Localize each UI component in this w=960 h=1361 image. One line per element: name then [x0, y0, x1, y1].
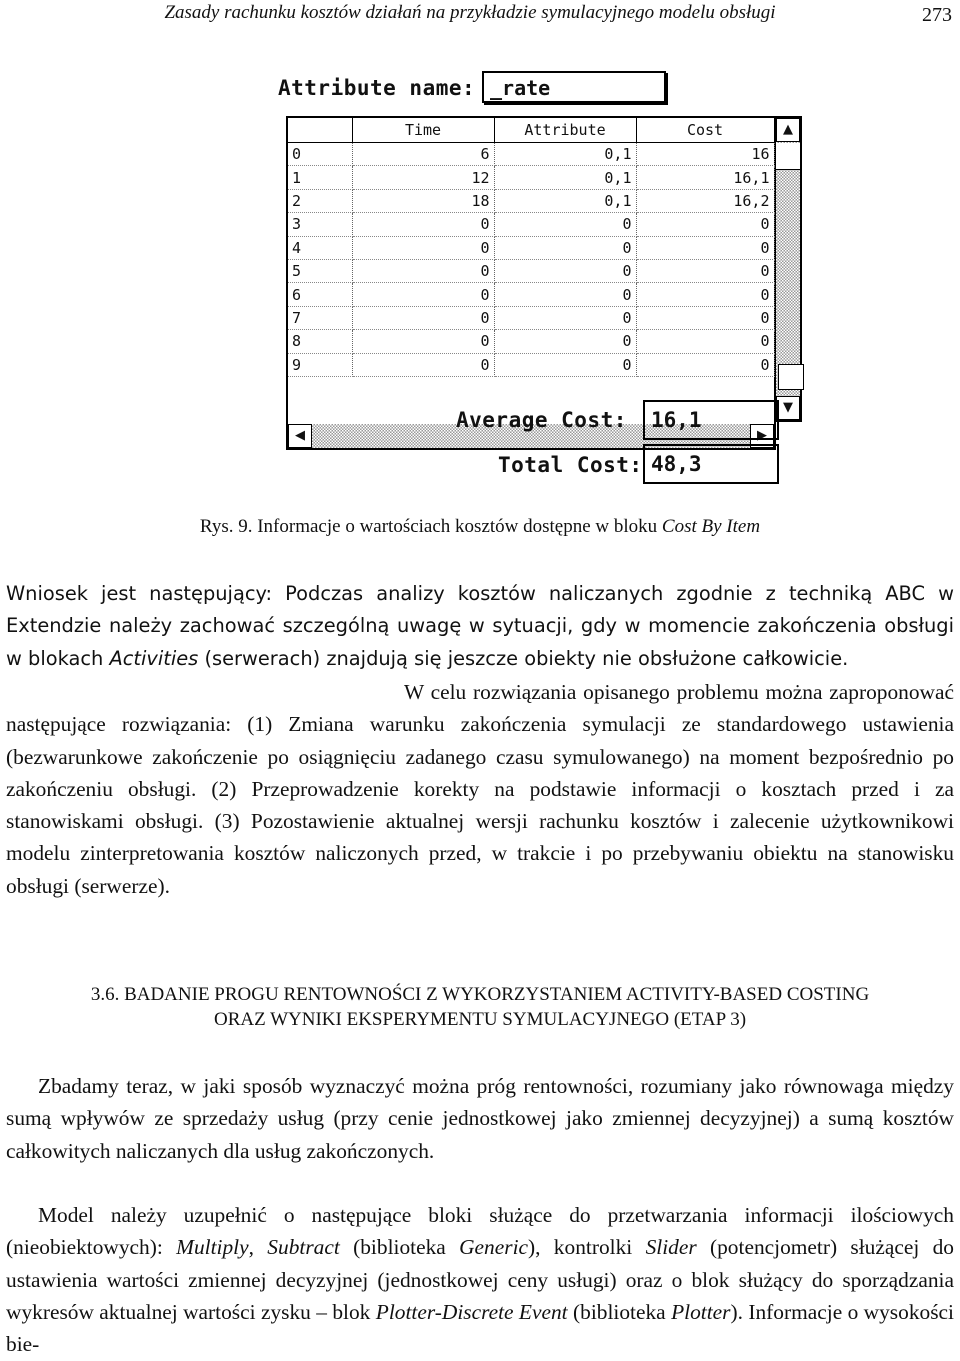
heading-line-2: ORAZ WYNIKI EKSPERYMENTU SYMULACYJNEGO (ETAP 3): [213, 1009, 747, 1030]
table-cell[interactable]: 6: [352, 143, 494, 166]
table-row: [288, 283, 774, 306]
para3-part-c: (biblioteka: [339, 1235, 460, 1260]
table-cell[interactable]: 18: [352, 189, 494, 212]
row-index-cell[interactable]: 9: [288, 353, 352, 376]
section-heading: [0, 982, 960, 1032]
table-header-row: [288, 118, 774, 143]
para3-italic-generic: Generic: [459, 1235, 529, 1260]
table-row: [288, 236, 774, 259]
scroll-thumb[interactable]: [776, 143, 800, 170]
table-cell[interactable]: 16: [636, 143, 774, 166]
table-cell[interactable]: 0,1: [494, 189, 636, 212]
table-cell[interactable]: 0: [352, 236, 494, 259]
table-cell[interactable]: 0,1: [494, 166, 636, 189]
scroll-left-arrow-icon[interactable]: ◀: [288, 424, 312, 448]
table-cell[interactable]: 0: [352, 306, 494, 329]
scrollbar-corner: [778, 364, 804, 390]
page-number: 273: [922, 4, 952, 26]
paragraph-conclusion-serif: [6, 676, 954, 902]
total-cost-field[interactable]: 48,3: [643, 444, 779, 484]
row-index-cell[interactable]: 6: [288, 283, 352, 306]
para1-italic-activities: Activities: [109, 646, 199, 670]
table-cell[interactable]: 0: [494, 259, 636, 282]
row-index-cell[interactable]: 2: [288, 189, 352, 212]
table-cell[interactable]: 0: [636, 330, 774, 353]
table-cell[interactable]: 0: [494, 236, 636, 259]
average-cost-field[interactable]: 16,1: [643, 400, 779, 440]
table-row: [288, 189, 774, 212]
row-index-cell[interactable]: 3: [288, 213, 352, 236]
para1-part-a: Wniosek jest następujący: Podczas analizy kosztów naliczanych zgodnie z techniką ABC w Extendzie należy zachować szczególną uwagę w sytuacji, gdy w momencie zakończenia obsługi w blokach: [6, 582, 954, 670]
table-row: [288, 330, 774, 353]
table-row: [288, 306, 774, 329]
para3-italic-multiply: Multiply: [176, 1235, 249, 1260]
paragraph-model-blocks: [6, 1199, 954, 1360]
running-header: Zasady rachunku kosztów działań na przykładzie symulacyjnego modelu obsługi: [164, 2, 776, 23]
heading-line-1: 3.6. BADANIE PROGU RENTOWNOŚCI Z WYKORZYSTANIEM ACTIVITY-BASED COSTING: [90, 984, 870, 1005]
table-cell[interactable]: 0: [494, 283, 636, 306]
table-cell[interactable]: 0: [494, 306, 636, 329]
table-cell[interactable]: 0: [352, 213, 494, 236]
table-row: [288, 166, 774, 189]
attribute-name-label: Attribute name:: [278, 76, 476, 100]
table-cell[interactable]: 16,2: [636, 189, 774, 212]
figure-caption: [0, 516, 960, 538]
total-cost-label: Total Cost:: [498, 453, 643, 477]
paragraph-break-even: Zbadamy teraz, w jaki sposób wyznaczyć można próg rentowności, rozumiany jako równowaga między sumą wpływów ze sprzedaży usług (przy cenie jednostkowej jako zmiennej decyzyjnej) a sumą kosztów całkowitych naliczanych dla usług zakończonych.: [6, 1074, 954, 1163]
row-index-cell[interactable]: 7: [288, 306, 352, 329]
para1-part-b: (serwerach) znajdują się jeszcze obiekty nie obsłużone całkowicie.: [198, 646, 849, 670]
table-cell[interactable]: 12: [352, 166, 494, 189]
caption-italic: Cost By Item: [661, 516, 761, 537]
table-row: [288, 143, 774, 166]
row-index-cell[interactable]: 4: [288, 236, 352, 259]
para3-italic-slider: Slider: [645, 1235, 697, 1260]
table-cell[interactable]: 0: [636, 236, 774, 259]
table-cell[interactable]: 0: [636, 283, 774, 306]
table-row: [288, 353, 774, 376]
table-cell[interactable]: 0: [352, 259, 494, 282]
column-header-attribute: Attribute: [494, 118, 636, 143]
table-cell[interactable]: 0: [636, 213, 774, 236]
row-index-cell[interactable]: 5: [288, 259, 352, 282]
para3-italic-plotter: Plotter: [671, 1299, 731, 1324]
para1-part-c: W celu rozwiązania opisanego problemu można zaproponować następujące rozwiązania: (1) Zmiana warunku zakończenia symulacji ze standardowego ustawienia (bezwarunkowe zakończenie po osiągnięciu zadanego czasu symulowanego) na moment bezpośrednio po zakończeniu obsługi. (2) Przeprowadzenie korekty na podstawie informacji o kosztach przed i za stanowiskami obsługi. (3) Pozostawienie aktualnej wersji rachunku kosztów i zalecenie użytkownikowi modelu zinterpretowania kosztów naliczonych przed, w trakcie i po przebywaniu obiektu na stanowisku obsługi (serwerze).: [6, 680, 954, 898]
table-cell[interactable]: 0: [494, 213, 636, 236]
paragraph-conclusion-sans: [6, 578, 954, 675]
scroll-up-arrow-icon[interactable]: ▲: [776, 118, 800, 142]
row-index-cell[interactable]: 8: [288, 330, 352, 353]
table-cell[interactable]: 0: [352, 330, 494, 353]
table-cell[interactable]: 0: [352, 353, 494, 376]
para3-part-e: (potencjometr) służącej do ustawienia wartości zmiennej decyzyjnej (jednostkowej ceny usługi) oraz o blok służący do sporządzania wykresów aktualnej wartości zysku – blok: [6, 1235, 954, 1324]
average-cost-label: Average Cost:: [456, 408, 627, 432]
cost-table: [286, 116, 776, 426]
attribute-name-field[interactable]: _rate: [482, 71, 666, 103]
cost-by-item-dialog: [270, 58, 810, 498]
row-index-cell[interactable]: 0: [288, 143, 352, 166]
table-cell[interactable]: 16,1: [636, 166, 774, 189]
para3-part-f: (biblioteka: [567, 1299, 672, 1324]
para3-part-a: Model należy uzupełnić o następujące bloki służące do przetwarzania informacji ilościowych (nieobiektowych):: [6, 1203, 954, 1260]
row-index-cell[interactable]: 1: [288, 166, 352, 189]
table-row: [288, 259, 774, 282]
scroll-down-arrow-icon[interactable]: ▼: [776, 396, 800, 420]
para3-part-d: ), kontrolki: [528, 1235, 646, 1260]
table-cell[interactable]: 0,1: [494, 143, 636, 166]
scroll-right-arrow-icon[interactable]: ▶: [750, 424, 774, 448]
para3-italic-subtract: Subtract: [267, 1235, 340, 1260]
table-cell[interactable]: 0: [352, 283, 494, 306]
column-header-time: Time: [352, 118, 494, 143]
table-cell[interactable]: 0: [636, 353, 774, 376]
caption-text: Rys. 9. Informacje o wartościach kosztów dostępne w bloku: [199, 516, 662, 537]
table-cell[interactable]: 0: [494, 353, 636, 376]
column-header-index: [288, 118, 352, 143]
para3-part-b: ,: [248, 1235, 268, 1260]
table-row: [288, 213, 774, 236]
table-cell[interactable]: 0: [494, 330, 636, 353]
column-header-cost: Cost: [636, 118, 774, 143]
para3-part-g: ). Informacje o wysokości bie-: [6, 1299, 954, 1357]
table-cell[interactable]: 0: [636, 306, 774, 329]
para3-italic-plotter-de: Plotter-Discrete Event: [375, 1299, 568, 1324]
table-cell[interactable]: 0: [636, 259, 774, 282]
